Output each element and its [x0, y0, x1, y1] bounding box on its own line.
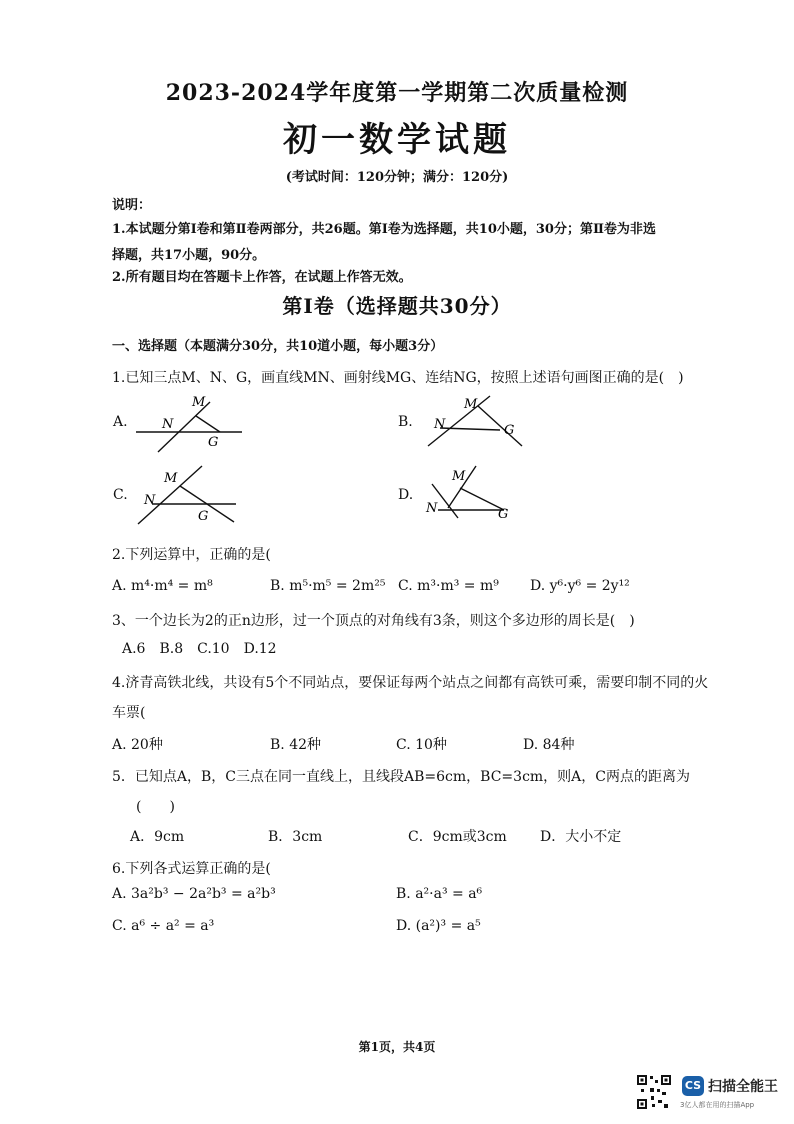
q1d-point-n: N: [426, 501, 438, 516]
qr-code-icon: [636, 1074, 672, 1110]
q1c-point-n: N: [144, 493, 156, 508]
q1b-point-m: M: [464, 397, 478, 412]
q1-figure-a: [130, 390, 250, 455]
q4-option-d: D. 84种: [523, 737, 575, 753]
exam-info: (考试时间：120分钟；满分：120分): [285, 170, 509, 185]
camscanner-name: 扫描全能王: [708, 1079, 778, 1095]
q2-option-b: B. m⁵·m⁵ = 2m²⁵: [270, 578, 386, 594]
section-title: 第Ⅰ卷（选择题共30分）: [282, 294, 512, 318]
page-number: 第1页，共4页: [358, 1040, 436, 1054]
q1a-point-m: M: [192, 395, 206, 410]
q1-option-a-label: A.: [113, 414, 128, 430]
q1c-point-m: M: [164, 471, 178, 486]
exam-title: 2023-2024学年度第一学期第二次质量检测: [165, 80, 629, 106]
q4-stem-line1: 4.济青高铁北线，共设有5个不同站点，要保证每两个站点之间都有高铁可乘，需要印制不同的火: [112, 675, 709, 691]
q6-option-c: C. a⁶ ÷ a² = a³: [112, 918, 215, 934]
q1c-point-g: G: [198, 509, 209, 524]
q2-stem: 2.下列运算中，正确的是(: [112, 547, 271, 563]
q6-option-b: B. a²·a³ = a⁶: [396, 886, 483, 902]
q5-option-b: B．3cm: [268, 829, 323, 845]
q3-stem: 3、一个边长为2的正n边形，过一个顶点的对角线有3条，则这个多边形的周长是( ): [112, 613, 635, 629]
q5-stem-line1: 5．已知点A，B，C三点在同一直线上，且线段AB=6cm，BC=3cm，则A，C两点的距离为: [112, 769, 691, 785]
q1-option-c-label: C.: [113, 487, 128, 503]
q1-figure-b: [420, 388, 530, 453]
q2-option-c: C. m³·m³ = m⁹: [398, 578, 499, 594]
q4-option-c: C. 10种: [396, 737, 447, 753]
q1b-point-g: G: [504, 423, 515, 438]
q6-option-a: A. 3a²b³ − 2a²b³ = a²b³: [112, 886, 276, 902]
subject-title: 初一数学试题: [283, 120, 511, 160]
notes-line1b: 择题，共17小题，90分。: [112, 248, 266, 263]
q4-option-a: A. 20种: [112, 737, 163, 753]
q6-option-d: D. (a²)³ = a⁵: [396, 918, 481, 934]
q2-option-d: D. y⁶·y⁶ = 2y¹²: [530, 578, 630, 594]
q1-figure-d: [424, 460, 524, 530]
part-heading: 一、选择题（本题满分30分，共10道小题，每小题3分）: [112, 339, 444, 354]
notes-label: 说明：: [112, 198, 152, 213]
notes-line2: 2.所有题目均在答题卡上作答，在试题上作答无效。: [112, 270, 412, 285]
q1-figure-c: [132, 460, 242, 530]
q1a-point-g: G: [208, 435, 219, 450]
notes-line1: 1.本试题分第Ⅰ卷和第Ⅱ卷两部分，共26题。第Ⅰ卷为选择题，共10小题，30分；第Ⅱ卷为非选: [112, 222, 656, 237]
q5-option-d: D．大小不定: [540, 829, 622, 845]
q5-option-c: C．9cm或3cm: [408, 829, 507, 845]
q1-stem: 1.已知三点M、N、G，画直线MN、画射线MG、连结NG，按照上述语句画图正确的是( ): [112, 370, 684, 386]
camscanner-tagline: 3亿人都在用的扫描App: [680, 1101, 755, 1109]
q4-stem-line2: 车票(: [112, 705, 146, 721]
q3-options: A.6 B.8 C.10 D.12: [122, 641, 277, 657]
q1b-point-n: N: [434, 417, 446, 432]
q1a-point-n: N: [162, 417, 174, 432]
q6-stem: 6.下列各式运算正确的是(: [112, 861, 271, 877]
q4-option-b: B. 42种: [270, 737, 322, 753]
q5-stem-line2: ( ): [136, 799, 175, 815]
camscanner-logo: CS: [682, 1076, 704, 1096]
q1d-point-g: G: [498, 507, 509, 522]
q5-option-a: A．9cm: [130, 829, 185, 845]
q1-option-d-label: D.: [398, 487, 414, 503]
q1-option-b-label: B.: [398, 414, 413, 430]
q2-option-a: A. m⁴·m⁴ = m⁸: [112, 578, 213, 594]
q1d-point-m: M: [452, 469, 466, 484]
